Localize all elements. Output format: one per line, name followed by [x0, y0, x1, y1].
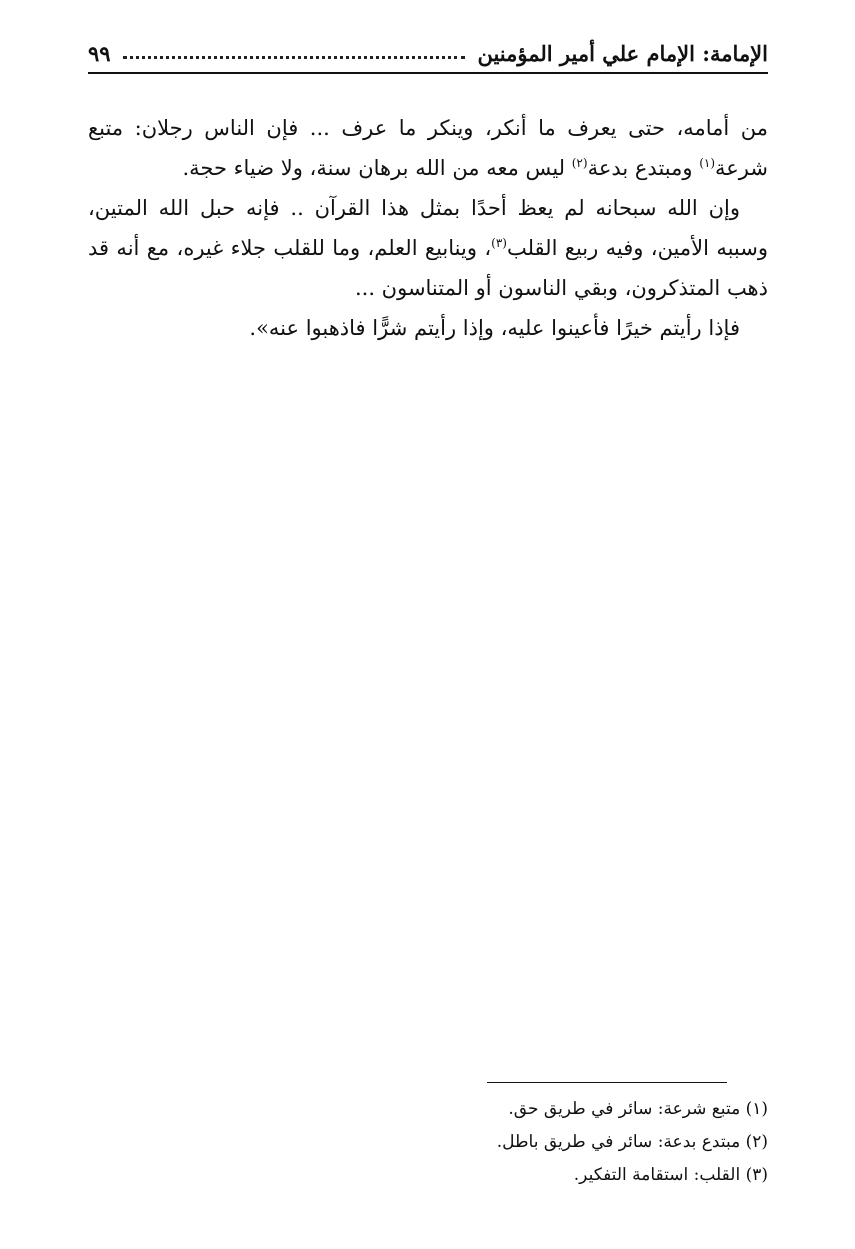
footnote-ref-3: (٣)	[491, 236, 507, 250]
body-text	[88, 108, 768, 348]
footnote-ref-1: (١)	[699, 156, 716, 170]
paragraph-2	[88, 188, 768, 308]
footnote-2: (٢) مبتدع بدعة: سائر في طريق باطل.	[496, 1132, 768, 1152]
paragraph-1-part-3: ليس معه من الله برهان سنة، ولا ضياء حجة.	[182, 156, 572, 180]
header-dot-leader	[123, 56, 466, 59]
page-header	[88, 30, 768, 74]
footnotes	[88, 1093, 768, 1192]
paragraph-1-part-1: من أمامه، حتى يعرف ما أنكر، وينكر ما عرف ... فإن الناس رجلان: متبع شرعة	[88, 116, 768, 180]
paragraph-2-part-2: ، وينابيع العلم، وما للقلب جلاء غيره، مع أنه قد ذهب المتذكرون، وبقي الناسون أو المتناسون ...	[88, 236, 768, 300]
footnote-separator	[487, 1082, 727, 1083]
page-number: ٩٩	[88, 41, 111, 66]
paragraph-2-part-1: وإن الله سبحانه لم يعظ أحدًا بمثل هذا القرآن .. فإنه حبل الله المتين، وسببه الأمين، وفيه ربيع القلب	[88, 196, 769, 260]
running-title: الإمامة: الإمام علي أمير المؤمنين	[477, 41, 768, 66]
paragraph-3: فإذا رأيتم خيرًا فأعينوا عليه، وإذا رأيتم شرًّا فاذهبوا عنه».	[249, 316, 740, 340]
footnote-1: (١) متبع شرعة: سائر في طريق حق.	[508, 1099, 768, 1119]
paragraph-1	[88, 108, 768, 188]
paragraph-1-part-2: ومبتدع بدعة	[587, 156, 700, 180]
footnote-3: (٣) القلب: استقامة التفكير.	[573, 1165, 768, 1185]
footnote-ref-2: (٢)	[571, 156, 588, 170]
